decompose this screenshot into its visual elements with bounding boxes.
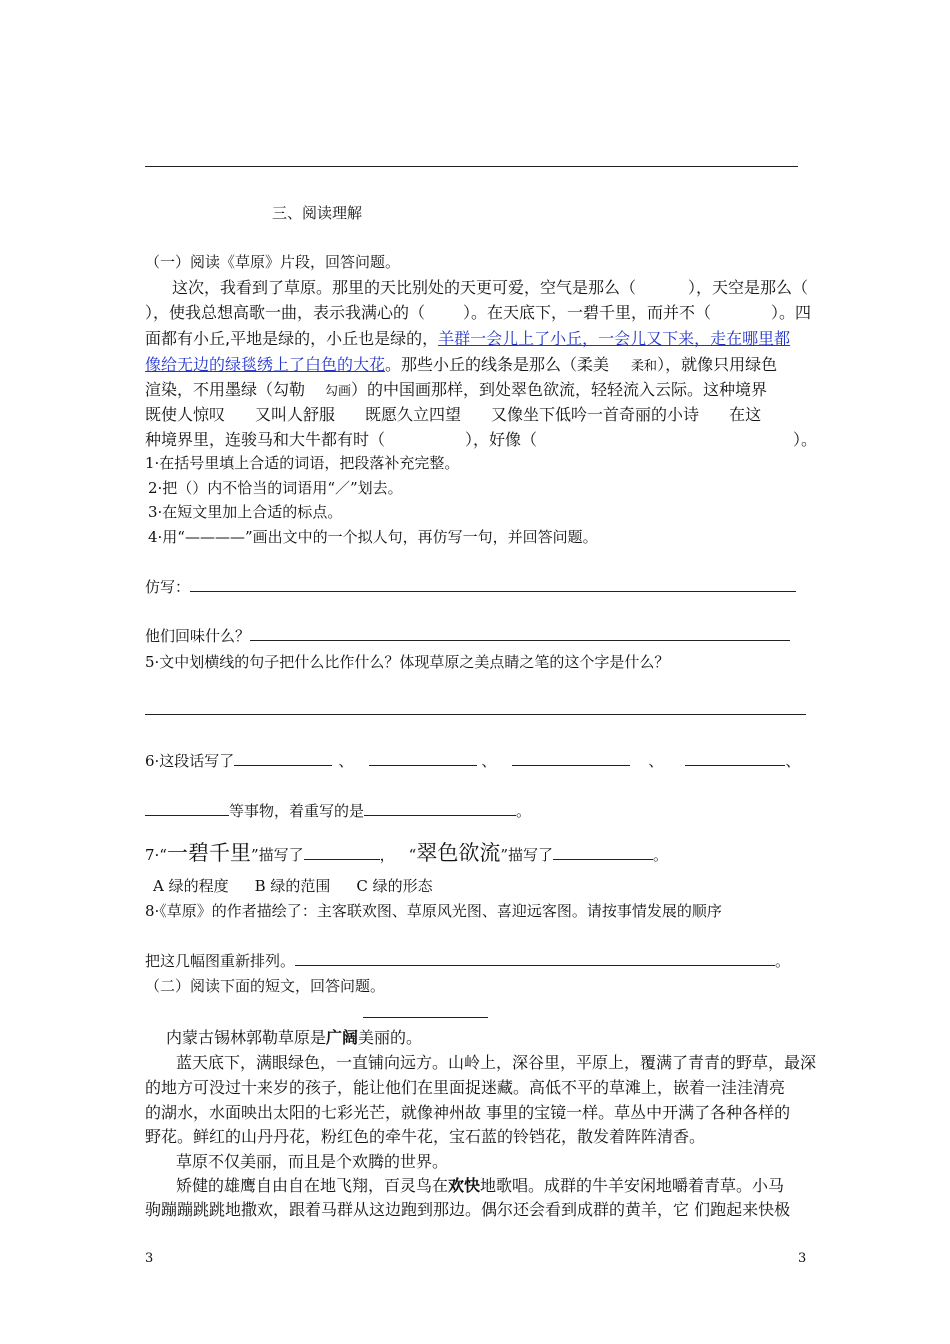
q7-blank-2[interactable] [553,845,653,860]
part2-heading: （二）阅读下面的短文，回答问题。 [145,977,386,995]
question-8: 8·《草原》的作者描绘了：主客联欢图、草原风光图、喜迎远客图。请按事情发展的顺序 [145,902,722,920]
q6-blank-1[interactable] [234,751,332,766]
question-5: 5·文中划横线的句子把什么比作什么？体现草原之美点睛之笔的这个字是什么？ [145,653,670,671]
passage-line-2: ），使我总想高歌一曲，表示我满心的（ ）。在天底下，一碧千里，而并不（ ）。四 [145,303,812,322]
part1-heading: （一）阅读《草原》片段，回答问题。 [145,253,401,271]
option-a[interactable]: A 绿的程度 [153,877,229,895]
question-2: 2·把（）内不恰当的词语用“／”划去。 [148,479,403,497]
question-4: 4·用“————”画出文中的一个拟人句，再仿写一句，并回答问题。 [148,528,598,546]
top-divider [145,166,798,167]
imitation-blank[interactable] [190,577,796,592]
q6-blank-5[interactable] [145,801,229,816]
title-blank-line[interactable] [363,1017,488,1018]
question-7: 7·“一碧千里”描写了 ， “翠色欲流”描写了 。 [145,841,669,865]
section-title: 三、阅读理解 [272,204,363,222]
article-line-6: 草原不仅美丽，而且是个欢腾的世界。 [176,1152,449,1171]
passage-line-6: 既使人惊叹 又叫人舒服 既愿久立四望 又像坐下低吟一首奇丽的小诗 在这 [145,405,762,424]
question-1: 1·在括号里填上合适的词语，把段落补充完整。 [145,454,460,472]
article-line-7: 矫健的雄鹰自由自在地飞翔，百灵鸟在欢快地歌唱。成群的牛羊安闲地嚼着青草。小马 [176,1176,785,1195]
page-number-left: 3 [145,1251,154,1266]
q6-blank-6[interactable] [364,801,516,816]
q6-blank-3[interactable] [512,751,630,766]
article-line-1: 内蒙古锡林郭勒草原是广阔美丽的。 [166,1028,423,1047]
passage-line-4: 像给无边的绿毯绣上了白色的大花。那些小丘的线条是那么（柔美 柔和），就像只用绿色 [145,355,778,374]
article-line-4: 的湖水，水面映出太阳的七彩光芒，就像神州故 事里的宝镜一样。草丛中开满了各种各样的 [145,1103,791,1122]
article-line-5: 野花。鲜红的山丹丹花，粉红色的牵牛花，宝石蓝的铃铛花，散发着阵阵清香。 [145,1127,706,1146]
passage-line-5: 渲染，不用墨绿（勾勒 勾画）的中国画那样，到处翠色欲流，轻轻流入云际。这种境界 [145,380,768,399]
option-b[interactable]: B 绿的范围 [254,877,331,895]
passage-line-1: 这次，我看到了草原。那里的天比别处的天更可爱，空气是那么（ ），天空是那么（ [172,278,809,297]
q8-blank[interactable] [295,951,775,966]
question-6-line-1: 6·这段话写了 、 、 、 、 [145,752,801,770]
q7-word-2: 翠色欲流 [416,841,501,865]
page-number-right: 3 [798,1251,807,1266]
option-c[interactable]: C 绿的形态 [356,877,433,895]
question-7-options [153,875,433,896]
recall-blank[interactable] [250,626,790,641]
question-6-line-2: 等事物，着重写的是 。 [145,800,531,821]
article-line-8: 驹蹦蹦跳跳地撒欢，跟着马群从这边跑到那边。偶尔还会看到成群的黄羊，它 们跑起来快极 [145,1200,791,1219]
q6-blank-4[interactable] [685,751,785,766]
question-8-answer: 把这几幅图重新排列。 。 [145,952,791,970]
imitation-label: 仿写： [145,578,191,596]
passage-line-3: 面都有小丘,平地是绿的，小丘也是绿的，羊群一会儿上了小丘，一会儿又下来，走在哪里都 [145,329,791,348]
question-3: 3·在短文里加上合适的标点。 [148,503,343,521]
article-line-3: 的地方可没过十来岁的孩子，能让他们在里面捉迷藏。高低不平的草滩上，嵌着一洼洼清亮 [145,1078,786,1097]
article-line-2: 蓝天底下，满眼绿色，一直铺向远方。山岭上，深谷里，平原上，覆满了青青的野草，最深 [176,1053,817,1072]
q6-blank-2[interactable] [369,751,477,766]
imitation-answer [145,576,796,597]
underlined-sentence-part1: 羊群一会儿上了小丘，一会儿又下来，走在哪里都 [438,329,791,348]
underlined-sentence-part2: 像给无边的绿毯绣上了白色的大花 [145,355,386,374]
q7-word-1: 一碧千里 [166,841,251,865]
recall-answer [145,625,790,646]
question-5-answer-line[interactable] [145,714,806,715]
recall-label: 他们回味什么？ [145,627,251,645]
q7-blank-1[interactable] [304,845,380,860]
passage-line-7: 种境界里，连骏马和大牛都有时（ ），好像（ ）。 [145,430,818,449]
